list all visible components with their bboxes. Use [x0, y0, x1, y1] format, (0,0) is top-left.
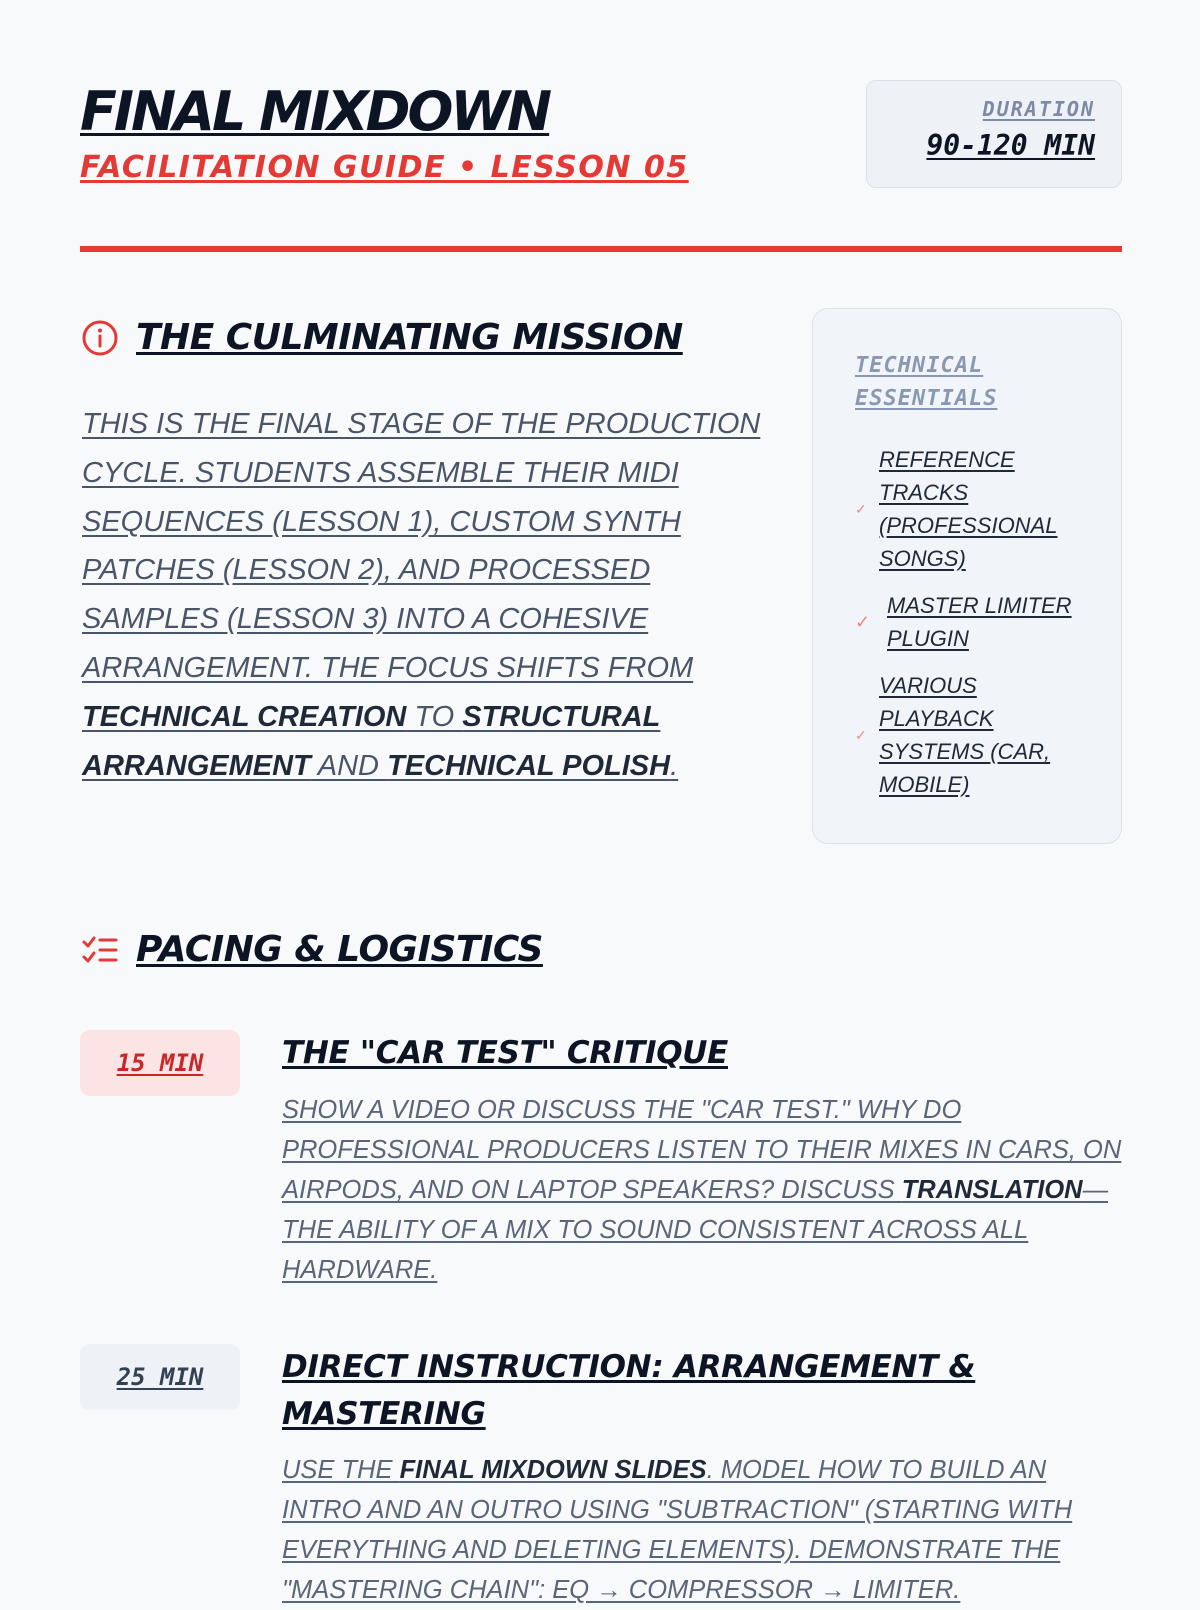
technical-essentials-card [812, 308, 1122, 844]
mission-text-part: TO [406, 700, 463, 733]
mission-text-part: . [670, 749, 679, 782]
pacing-block-description [282, 1450, 1122, 1610]
mission-emphasis: STRUCTURAL ARRANGEMENT [82, 700, 661, 782]
mission-emphasis: TECHNICAL CREATION [82, 700, 407, 733]
desc-text-part: . MODEL HOW TO BUILD AN INTRO AND AN OUTRO USING "SUBTRACTION" (STARTING WITH EVERYTHING AND DELETING ELEMENTS). DEMONSTRATE THE "MASTERING CHAIN": EQ → COMPRESSOR → LIMITER. [282, 1456, 1073, 1604]
list-item [855, 589, 1093, 655]
check-icon: ✓ [855, 726, 867, 743]
essential-label: REFERENCE TRACKS (PROFESSIONAL SONGS) [879, 447, 1058, 571]
duration-label: DURATION [982, 97, 1095, 121]
pacing-heading-row [80, 928, 543, 972]
pacing-block-title: THE "CAR TEST" CRITIQUE [282, 1035, 728, 1071]
essential-label: MASTER LIMITER PLUGIN [887, 593, 1072, 651]
header-divider [80, 246, 1122, 252]
essential-label: VARIOUS PLAYBACK SYSTEMS (CAR, MOBILE) [879, 673, 1051, 797]
desc-emphasis: FINAL MIXDOWN SLIDES [399, 1456, 707, 1484]
list-item [855, 443, 1093, 575]
page-subtitle: FACILITATION GUIDE • LESSON 05 [80, 150, 689, 185]
page-title: FINAL MIXDOWN [80, 80, 550, 143]
check-icon: ✓ [855, 611, 871, 632]
time-badge: 25 MIN [80, 1344, 240, 1410]
pacing-block-title: DIRECT INSTRUCTION: ARRANGEMENT & MASTERING [282, 1349, 976, 1432]
mission-text-part: THIS IS THE FINAL STAGE OF THE PRODUCTION CYCLE. STUDENTS ASSEMBLE THEIR MIDI SEQUENCES (LESSON 1), CUSTOM SYNTH PATCHES (LESSON 2), AND PROCESSED SAMPLES (LESSON 3) INTO A COHESIVE ARRANGEMENT. THE FOCUS SHIFTS FROM [82, 408, 761, 684]
duration-card [866, 80, 1122, 188]
pacing-block-description [282, 1090, 1122, 1290]
essentials-title: TECHNICAL ESSENTIALS [855, 353, 998, 411]
desc-emphasis: TRANSLATION [901, 1176, 1083, 1204]
mission-heading-row [80, 316, 683, 360]
desc-text-part: SHOW A VIDEO OR DISCUSS THE "CAR TEST." WHY DO PROFESSIONAL PRODUCERS LISTEN TO THEIR MIXES IN CARS, ON AIRPODS, AND ON LAPTOP SPEAKERS? DISCUSS [282, 1096, 1122, 1204]
check-icon: ✓ [855, 500, 867, 517]
list-item [855, 669, 1093, 801]
mission-heading: THE CULMINATING MISSION [136, 317, 683, 358]
mission-text-part: AND [310, 749, 388, 782]
desc-text-part: —THE ABILITY OF A MIX TO SOUND CONSISTENT ACROSS ALL HARDWARE. [282, 1176, 1109, 1284]
pacing-heading: PACING & LOGISTICS [136, 929, 543, 970]
duration-value: 90-120 MIN [926, 129, 1095, 162]
mission-emphasis: TECHNICAL POLISH [387, 749, 671, 782]
desc-text-part: USE THE [282, 1456, 400, 1484]
checklist-icon [80, 930, 120, 970]
mission-paragraph [82, 400, 772, 790]
time-badge: 15 MIN [80, 1030, 240, 1096]
info-circle-icon [80, 318, 120, 358]
